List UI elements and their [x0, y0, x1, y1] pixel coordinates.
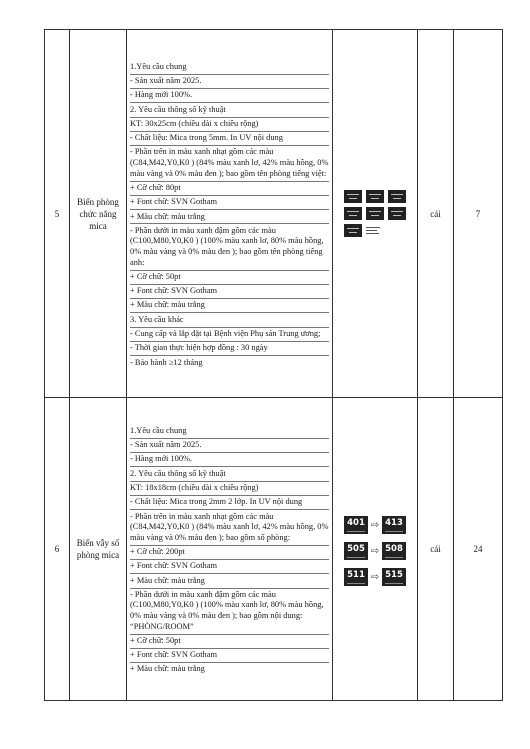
requirement-line: - Cung cấp và lắp đặt tại Bệnh viện Phụ sản Trung ương;	[130, 328, 329, 342]
sign-sample-thumbnail	[366, 207, 384, 220]
sign-sample-thumbnail	[366, 190, 384, 203]
requirement-line: + Font chữ: SVN Gotham	[130, 560, 329, 574]
requirement-line: - Sản xuất năm 2025.	[130, 75, 329, 89]
requirement-line: + Cỡ chữ: 50pt	[130, 271, 329, 285]
arrow-right-icon: ⇨	[370, 545, 380, 557]
requirement-line: - Phần dưới in màu xanh đậm gồm các màu (C100,M80,Y0,K0 ) (100% màu xanh lơ, 80% màu hồng, 0% màu vàng và 0% màu đen ); bao gồm tên phòng tiếng anh:	[130, 224, 329, 270]
requirement-line: KT: 30x25cm (chiều dài x chiều rộng)	[130, 118, 329, 132]
requirement-line: + Màu chữ: màu trắng	[130, 299, 329, 313]
sign-caption	[366, 224, 384, 237]
requirement-line: - Chất liệu: Mica trong 2mm 2 lớp. In UV nội dung	[130, 496, 329, 510]
function-room-sign-samples	[344, 190, 406, 237]
requirements-cell	[127, 30, 333, 398]
requirements-cell	[127, 398, 333, 701]
requirement-line: 1.Yêu cầu chung	[130, 60, 329, 74]
sign-sample-thumbnail	[388, 190, 406, 203]
requirement-line: 1.Yêu cầu chung	[130, 425, 329, 439]
row-number: 6	[45, 398, 70, 701]
quantity: 24	[454, 398, 503, 701]
requirement-line: - Sản xuất năm 2025.	[130, 439, 329, 453]
requirement-line: + Màu chữ: màu trắng	[130, 664, 205, 674]
requirement-line: - Bảo hành ≥12 tháng	[130, 357, 203, 367]
sign-sample-thumbnail	[344, 224, 362, 237]
requirement-line: + Font chữ: SVN Gotham	[130, 196, 329, 210]
requirement-line: KT: 18x18cm (chiều dài x chiều rộng)	[130, 482, 329, 496]
item-name: Biển phòng chức năng mica	[70, 30, 127, 398]
table-row-5	[45, 30, 503, 398]
room-number-sign-samples	[344, 516, 406, 586]
sign-sample-thumbnail	[344, 207, 362, 220]
requirement-line: + Cỡ chữ: 80pt	[130, 182, 329, 196]
unit: cái	[418, 398, 454, 701]
room-number-sign: 401	[344, 516, 368, 534]
requirement-line: - Phần trên in màu xanh nhạt gồm các màu (C84,M42,Y0,K0 ) (84% màu xanh lơ, 42% màu hồng, 0% màu vàng và 0% màu đen ); bao gồm tên phòng tiếng việt:	[130, 146, 329, 181]
room-number-sign: 515	[382, 568, 406, 586]
requirement-line: + Cỡ chữ: 50pt	[130, 635, 329, 649]
specification-table	[44, 29, 503, 701]
requirement-line: 2. Yêu cầu thông số kỹ thuật	[130, 103, 329, 117]
item-name: Biển vẫy số phòng mica	[70, 398, 127, 701]
requirements-list	[127, 57, 332, 369]
requirement-line: + Màu chữ: màu trắng	[130, 210, 329, 224]
sign-illustration	[333, 398, 418, 701]
requirements-list	[127, 422, 332, 677]
room-number-sign: 508	[382, 542, 406, 560]
requirement-line: 2. Yêu cầu thông số kỹ thuật	[130, 467, 329, 481]
room-number-sign: 413	[382, 516, 406, 534]
requirement-line: + Font chữ: SVN Gotham	[130, 285, 329, 299]
arrow-right-icon: ⇨	[370, 519, 380, 531]
requirement-line: + Font chữ: SVN Gotham	[130, 649, 329, 663]
sign-sample-thumbnail	[344, 190, 362, 203]
quantity: 7	[454, 30, 503, 398]
room-number-sign: 505	[344, 542, 368, 560]
sign-illustration	[333, 30, 418, 398]
requirement-line: - Phần trên in màu xanh nhạt gồm các màu (C84,M42,Y0,K0 ) (84% màu xanh lơ, 42% màu hồng, 0% màu vàng và 0% màu đen ); bao gồm số phòng:	[130, 510, 329, 545]
table-row-6	[45, 398, 503, 701]
requirement-line: + Cỡ chữ: 200pt	[130, 546, 329, 560]
requirement-line: - Hàng mới 100%.	[130, 89, 329, 103]
room-number-sign: 511	[344, 568, 368, 586]
unit: cái	[418, 30, 454, 398]
requirement-line: - Phần dưới in màu xanh đậm gồm các màu (C100,M80,Y0,K0 ) (100% màu xanh lơ, 80% màu hồng, 0% màu vàng và 0% màu đen ); bao gồm nội dung: “PHÒNG/ROOM”	[130, 589, 329, 635]
row-number: 5	[45, 30, 70, 398]
arrow-right-icon: ⇨	[370, 571, 380, 583]
requirement-line: + Màu chữ: màu trắng	[130, 574, 329, 588]
requirement-line: - Hàng mới 100%.	[130, 453, 329, 467]
requirement-line: - Chất liệu: Mica trong 5mm. In UV nội dung	[130, 132, 329, 146]
sign-sample-thumbnail	[388, 207, 406, 220]
requirement-line: - Thời gian thực hiện hợp đồng : 30 ngày	[130, 342, 329, 356]
requirement-line: 3. Yêu cầu khác	[130, 313, 329, 327]
